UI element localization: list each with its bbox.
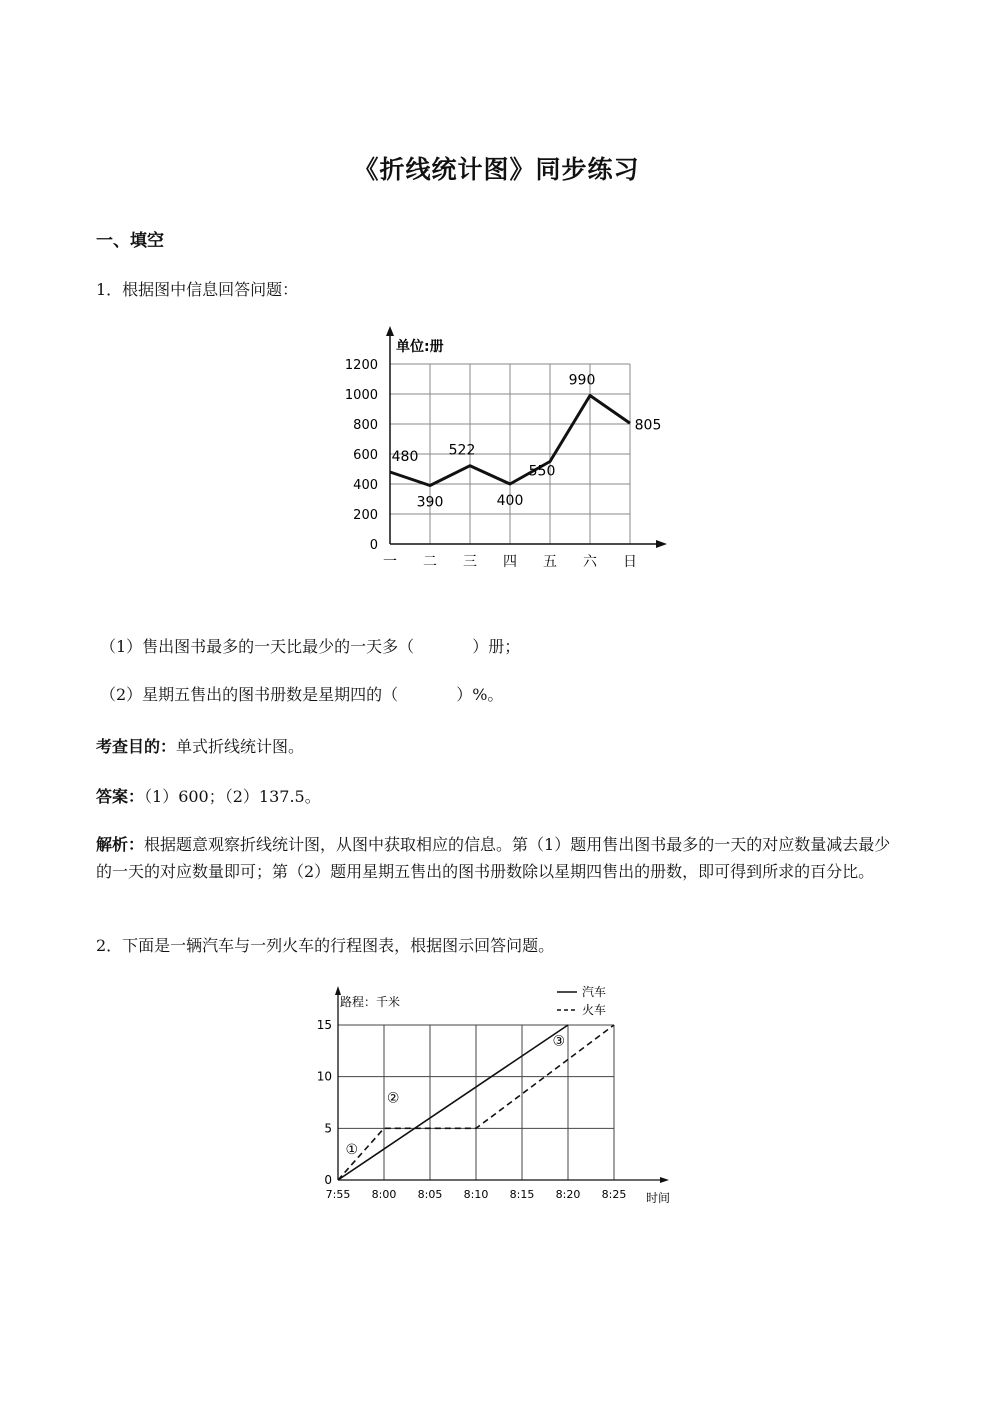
book-sales-chart [330,322,675,572]
chart2-x-tick: 8:05 [417,1188,443,1201]
chart2-legend-train: 火车 [582,1003,607,1017]
chart2-grid [338,1025,614,1180]
chart2-y-tick: 5 [324,1121,332,1136]
chart2-annotation: ③ [552,1033,566,1050]
question-1-prompt: 1．根据图中信息回答问题： [96,280,299,299]
chart2-x-tick: 8:25 [601,1188,627,1201]
chart1-x-tick: 六 [583,554,597,570]
chart1-data-label: 990 [568,372,596,389]
chart1-y-tick: 400 [353,478,378,493]
chart1-x-tick: 一 [383,554,397,570]
chart1-data-label: 522 [448,442,476,459]
chart1-axes [386,326,667,548]
chart2-y-arrow [335,986,341,995]
chart1-x-tick: 四 [503,554,517,570]
chart1-y-arrow [386,326,394,336]
chart1-x-tick: 二 [423,554,437,570]
chart2-x-tick: 7:55 [325,1188,351,1201]
chart2-y-tick: 15 [316,1018,332,1032]
question-1-answer: 答案：（1）600；（2）137.5。 [96,787,321,806]
chart1-data-label: 390 [416,494,444,511]
chart1-x-tick: 五 [543,554,557,570]
chart1-y-tick: 600 [353,448,378,463]
question-1-sub-2: （2）星期五售出的图书册数是星期四的（ ）%。 [100,685,504,704]
chart2-legend-car: 汽车 [582,985,607,999]
chart2-legend [557,985,606,1017]
chart2-x-label: 时间 [646,1191,671,1205]
chart1-unit-label: 单位:册 [396,339,444,355]
chart2-series-car [338,1025,568,1180]
question-1-explanation: 解析：根据题意观察折线统计图，从图中获取相应的信息。第（1）题用售出图书最多的一天的对应数量减去最少的一天的对应数量即可；第（2）题用星期五售出的图书册数除以星期四售出的册数，即可得到所求的百分比。 [96,835,891,881]
question-1-aim: 考查目的：单式折线统计图。 [96,737,305,756]
chart2-axes [335,986,669,1183]
chart2-y-label: 路程：千米 [340,995,401,1009]
chart1-y-tick: 0 [369,538,378,553]
chart1-data-label: 480 [391,449,419,465]
chart2-x-tick: 8:00 [371,1188,397,1201]
travel-chart [300,980,690,1210]
chart1-x-arrow [656,540,667,548]
chart2-y-tick: 0 [324,1173,332,1187]
chart1-y-tick: 200 [353,508,378,523]
chart1-y-tick: 1200 [344,358,378,373]
chart1-x-tick: 三 [463,554,477,570]
question-1-sub-1: （1）售出图书最多的一天比最少的一天多（ ）册； [100,637,521,656]
chart2-annotation: ① [345,1142,359,1159]
chart1-x-tick: 日 [623,554,637,570]
chart2-x-tick: 8:20 [555,1188,581,1201]
question-2-prompt: 2．下面是一辆汽车与一列火车的行程图表，根据图示回答问题。 [96,936,555,955]
chart2-annotation: ② [386,1090,400,1107]
chart1-data-label: 400 [496,493,524,509]
chart2-x-tick: 8:10 [463,1188,489,1201]
chart1-grid [390,364,630,544]
chart1-data-label: 550 [528,463,556,480]
page-title: 《折线统计图》同步练习 [353,155,640,184]
chart2-x-tick: 8:15 [509,1188,535,1201]
chart2-y-tick: 10 [316,1069,332,1084]
chart1-y-tick: 1000 [344,388,378,403]
chart1-y-tick: 800 [353,418,378,433]
chart1-data-label: 805 [634,417,662,434]
chart2-x-arrow [660,1177,669,1183]
section-heading: 一、填空 [96,231,164,251]
